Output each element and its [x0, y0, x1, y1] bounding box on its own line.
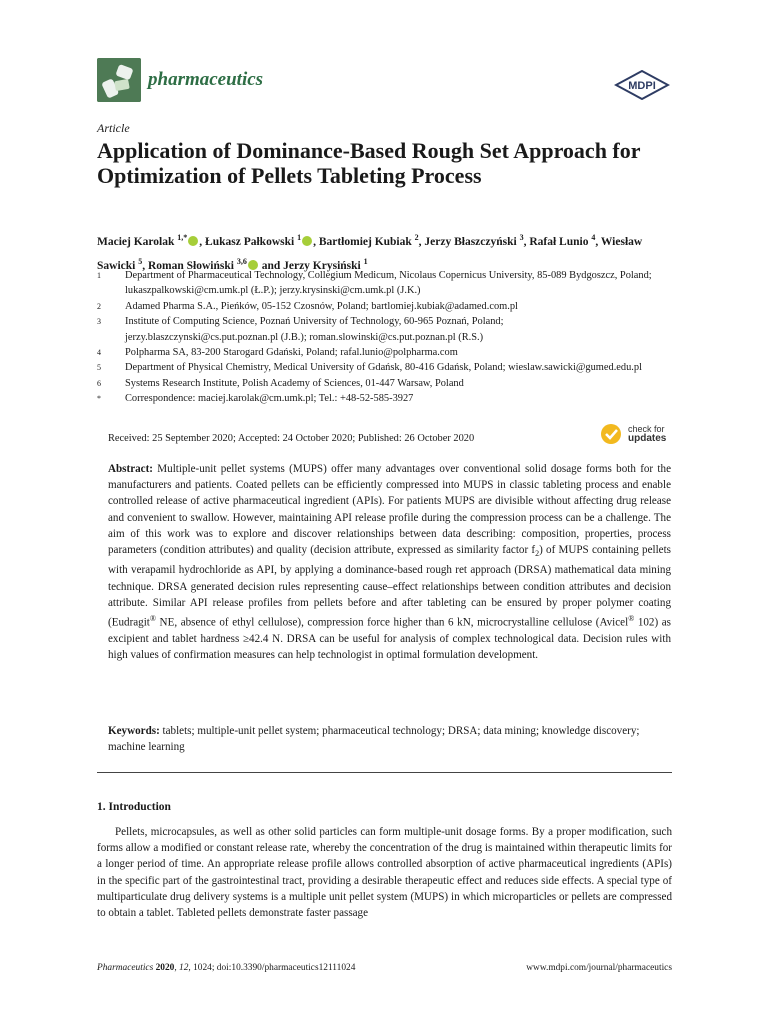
- affiliation-text: Systems Research Institute, Polish Academy of Sciences, 01-447 Warsaw, Poland: [125, 377, 464, 389]
- affiliation-text: Polpharma SA, 83-200 Starogard Gdański, Poland; rafal.lunio@polpharma.com: [125, 347, 458, 359]
- publication-dates: Received: 25 September 2020; Accepted: 24 October 2020; Published: 26 October 2020: [108, 433, 475, 444]
- check-updates-text[interactable]: [628, 425, 666, 443]
- check-updates-line1: check for: [628, 424, 665, 434]
- section-divider: [97, 772, 672, 773]
- affiliation-number: 5: [97, 363, 101, 373]
- affiliation-item: [97, 391, 657, 406]
- affiliation-number: 2: [97, 301, 101, 311]
- affiliation-list: [97, 268, 657, 407]
- affiliation-number: 1: [97, 271, 101, 280]
- affiliation-item: [97, 376, 657, 391]
- abstract-text-1: Multiple-unit pellet systems (MUPS) offer many advantages over conventional solid dosage forms both for the manufacturers and patients. Coated pellets can be efficiently compressed into MUPS in classic tableting process and enable controlled release of active pharmaceutical ingredient (APIs). For patients MUPS are divisible without affecting drug release and convenient to swallow. However, maintaining API release profile during the compression process can be a challenge. The aim of this work was to explore and discover relationships between data describing: composition, properties, process parameters (condition attributes) and quality (decision attribute, expressed as similarity factor f: [108, 463, 671, 557]
- author-affiliation-marker: 5: [138, 256, 143, 266]
- page-title: Application of Dominance-Based Rough Set Approach for Optimization of Pellets Tableting Process: [97, 138, 641, 188]
- affiliation-number: 4: [97, 348, 101, 358]
- author-separator: ,: [418, 235, 425, 248]
- abstract-text-3: NE, absence of ethyl cellulose), compression force higher than 6 kN, microcrystalline cellulose (Avicel: [155, 616, 629, 629]
- author-affiliation-marker: 1,*: [177, 233, 188, 242]
- keywords-text: tablets; multiple-unit pellet system; pharmaceutical technology; DRSA; data mining; knowledge discovery; machine learning: [108, 725, 640, 754]
- footer-doi: , 1024; doi:10.3390/pharmaceutics12111024: [188, 963, 356, 973]
- footer-url[interactable]: www.mdpi.com/journal/pharmaceutics: [526, 963, 672, 973]
- author-name: Maciej Karolak: [97, 235, 175, 248]
- registered-mark: ®: [628, 614, 635, 624]
- author-name: Wiesław Sawicki: [97, 235, 643, 272]
- abstract-label: Abstract:: [108, 463, 153, 475]
- author-name: Roman Słowiński: [147, 259, 234, 272]
- author-name: Bartłomiej Kubiak: [318, 235, 412, 248]
- author-affiliation-marker: 4: [591, 233, 596, 242]
- author-affiliation-marker: 1: [363, 256, 368, 266]
- affiliation-item: [97, 268, 657, 299]
- author-affiliation-marker: 3: [519, 233, 524, 242]
- affiliation-text: Department of Pharmaceutical Technology, Collegium Medicum, Nicolaus Copernicus University, 85-089 Bydgoszcz, Poland; lukaszpalkowski@cm.umk.pl (Ł.P.); jerzy.krysinski@cm.umk.pl (J.K.): [125, 270, 652, 297]
- affiliation-item: [97, 299, 657, 314]
- footer-citation: Pharmaceutics 2020, 12, 1024; doi:10.3390/pharmaceutics12111024: [97, 963, 356, 973]
- author-affiliation-marker: 2: [414, 233, 419, 242]
- footer-year: 2020: [155, 963, 175, 973]
- affiliation-item: [97, 314, 657, 345]
- author-name: Rafał Lunio: [529, 235, 589, 248]
- keywords: [108, 723, 671, 755]
- affiliation-number: *: [97, 394, 101, 404]
- footer-journal: Pharmaceutics: [97, 963, 154, 973]
- section-body: Pellets, microcapsules, as well as other solid particles can form multiple-unit dosage forms. By a proper modification, such forms allow a modified or constant release rate, whereby the concentration of the drug is maintained within therapeutic limits for a longer period of time. An appropriate release profile allows controlled absorption of active pharmaceutical ingredients (APIs) in the specific part of the gastrointestinal tract, providing a desirable therapeutic effect and reduces side effects. A special type of multiparticulate drug delivery systems is a multiple unit pellet system (MUPS) in which microparticles or pellets are compressed to obtain a tablet. Tableted pellets demonstrate faster passage: [97, 826, 672, 920]
- author-name: Jerzy Krysiński: [283, 259, 361, 272]
- author-affiliation-marker: 1: [297, 233, 302, 242]
- affiliation-text: Adamed Pharma S.A., Pieńków, 05-152 Czosnów, Poland; bartlomiej.kubiak@adamed.com.pl: [125, 300, 518, 312]
- affiliation-item: [97, 360, 657, 375]
- author-affiliation-marker: 3,6: [236, 256, 247, 266]
- affiliation-text: Correspondence: maciej.karolak@cm.umk.pl; Tel.: +48-52-585-3927: [125, 393, 414, 405]
- mdpi-logo-text: MDPI: [628, 80, 656, 92]
- abstract-subscript: 2: [535, 549, 540, 559]
- keywords-label: Keywords:: [108, 725, 160, 737]
- check-updates-icon: [600, 423, 626, 445]
- journal-name: pharmaceutics: [148, 69, 264, 90]
- author-name: Jerzy Błaszczyński: [424, 235, 517, 248]
- author-separator: ,: [595, 235, 601, 248]
- author-separator: ,: [313, 235, 319, 248]
- journal-logo: [97, 58, 141, 102]
- author-separator: and: [258, 259, 284, 272]
- author-separator: ,: [523, 235, 530, 248]
- mdpi-logo: [614, 70, 670, 100]
- footer-volume: 12: [179, 963, 189, 973]
- affiliation-text: Institute of Computing Science, Poznań University of Technology, 60-965 Poznań, Poland; jerzy.blaszczynski@cs.put.poznan.pl (J.B.); roman.slowinski@cs.put.poznan.pl (R.S.): [125, 316, 504, 343]
- affiliation-number: 3: [97, 317, 101, 327]
- abstract: [108, 461, 671, 663]
- abstract-text-2: ) of MUPS containing pellets with verapamil hydrochloride as API, by applying a dominance-based rough ret approach (DRSA) mathematical data mining technique. DRSA generated decision rules representing cause–effect relationships between condition attributes and decision attribute. Similar API release profiles from pellets before and after tableting can be ensured by proper polymer coating (Eudragit: [108, 544, 671, 629]
- author-separator: ,: [142, 259, 148, 272]
- orcid-icon[interactable]: [188, 236, 198, 246]
- affiliation-item: [97, 345, 657, 360]
- author-separator: ,: [199, 235, 206, 248]
- check-updates-line2: updates: [628, 433, 667, 444]
- affiliation-number: 6: [97, 378, 101, 388]
- abstract-text-4: 102) as excipient and tablet hardness ≥42.4 N. DRSA can be useful for analysis of complex technological data. Decision rules with high values of confirmation measures can help technologist in optimal formulation development.: [108, 616, 671, 662]
- article-type: Article: [97, 121, 130, 135]
- author-name: Łukasz Pałkowski: [205, 235, 295, 248]
- affiliation-text: Department of Physical Chemistry, Medical University of Gdańsk, 80-416 Gdańsk, Poland; wieslaw.sawicki@gumed.edu.pl: [125, 362, 642, 374]
- orcid-icon[interactable]: [302, 236, 312, 246]
- section-heading: 1. Introduction: [97, 801, 171, 813]
- registered-mark: ®: [149, 614, 156, 624]
